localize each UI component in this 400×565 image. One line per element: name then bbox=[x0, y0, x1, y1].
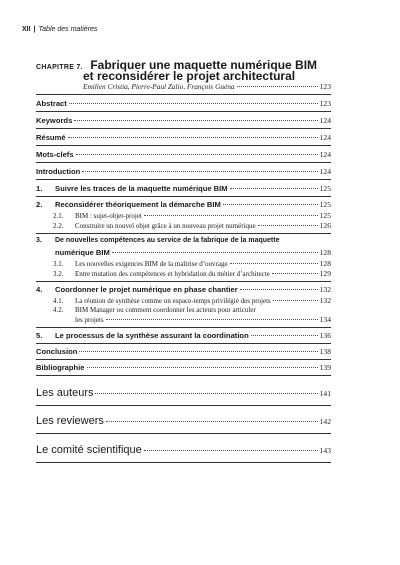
toc-entry-comite-scientifique[interactable] bbox=[36, 444, 331, 456]
entry-label: Conclusion bbox=[36, 347, 78, 356]
entry-label: Construire un nouvel objet grâce à un nouveau projet numérique bbox=[75, 222, 256, 230]
divider bbox=[36, 405, 331, 406]
leader-dots bbox=[79, 351, 317, 352]
section-number: 4.2. bbox=[53, 306, 64, 314]
toc-entry-2-1[interactable] bbox=[53, 211, 331, 220]
entry-label: Coordonner le projet numérique en phase chantier bbox=[55, 285, 238, 294]
toc-entry-4-2[interactable] bbox=[75, 315, 331, 324]
entry-page: 129 bbox=[319, 269, 331, 278]
toc-entry-resume[interactable] bbox=[36, 133, 331, 142]
entry-label: Mots-clefs bbox=[36, 150, 74, 159]
entry-page: 134 bbox=[319, 315, 331, 324]
leader-dots bbox=[230, 263, 318, 264]
divider bbox=[36, 111, 331, 112]
entry-page: 124 bbox=[319, 167, 331, 176]
entry-page: 132 bbox=[319, 285, 331, 294]
leader-dots bbox=[106, 421, 318, 422]
chapter-authors: Emilien Cristia, Pierre-Paul Zalio, François Guéna bbox=[83, 82, 235, 91]
entry-label: BIM Manager ou comment coordonner les acteurs pour articuler bbox=[75, 306, 256, 314]
divider bbox=[36, 281, 331, 282]
section-number: 4.1. bbox=[53, 297, 64, 305]
toc-entry-keywords[interactable] bbox=[36, 116, 331, 125]
entry-label: Les nouvelles exigences BIM de la maîtrise d’ouvrage bbox=[75, 260, 228, 268]
section-number: 4. bbox=[36, 285, 43, 294]
section-number: 1. bbox=[36, 184, 43, 193]
toc-entry-abstract[interactable] bbox=[36, 99, 331, 108]
leader-dots bbox=[144, 215, 318, 216]
entry-label: Keywords bbox=[36, 116, 73, 125]
toc-entry-4-1[interactable] bbox=[53, 296, 331, 305]
leader-dots bbox=[82, 171, 317, 172]
entry-page: 125 bbox=[319, 211, 331, 220]
divider bbox=[36, 433, 331, 434]
leader-dots bbox=[68, 137, 318, 138]
toc-entry-introduction[interactable] bbox=[36, 167, 331, 176]
leader-dots bbox=[223, 204, 318, 205]
entry-page: 125 bbox=[319, 184, 331, 193]
toc-entry-section-3-line1[interactable] bbox=[36, 237, 279, 244]
entry-page: 143 bbox=[319, 446, 331, 455]
toc-entry-section-3[interactable] bbox=[55, 248, 331, 257]
divider bbox=[36, 145, 331, 146]
chapter-page: 123 bbox=[319, 82, 331, 91]
entry-label: Les auteurs bbox=[36, 387, 94, 399]
divider bbox=[36, 196, 331, 197]
entry-page: 132 bbox=[319, 296, 331, 305]
leader-dots bbox=[272, 273, 318, 274]
entry-label: Suivre les traces de la maquette numérique BIM bbox=[55, 184, 228, 193]
entry-label: Les reviewers bbox=[36, 415, 104, 427]
running-title: Table des matières bbox=[38, 26, 98, 33]
leader-dots bbox=[230, 188, 318, 189]
leader-dots bbox=[76, 154, 318, 155]
toc-entry-les-reviewers[interactable] bbox=[36, 415, 331, 427]
entry-page: 123 bbox=[319, 99, 331, 108]
header-separator: | bbox=[33, 26, 36, 33]
entry-label: Le processus de la synthèse assurant la coordination bbox=[55, 331, 249, 340]
section-number: 2.1. bbox=[53, 212, 64, 220]
entry-page: 124 bbox=[319, 116, 331, 125]
leader-dots bbox=[69, 103, 318, 104]
entry-label: La réunion de synthèse comme un espace-temps privilégié des projets bbox=[75, 297, 271, 305]
section-number: 3. bbox=[36, 237, 42, 244]
leader-dots bbox=[240, 289, 318, 290]
chapter-authors-row[interactable] bbox=[83, 82, 331, 91]
entry-label: les projets bbox=[75, 316, 104, 324]
entry-label: Abstract bbox=[36, 99, 67, 108]
divider bbox=[36, 375, 331, 376]
entry-label: Reconsidérer théoriquement la démarche BIM bbox=[55, 200, 221, 209]
entry-label: numérique BIM bbox=[55, 248, 110, 257]
leader-dots bbox=[251, 335, 318, 336]
leader-dots bbox=[87, 367, 318, 368]
divider bbox=[36, 462, 331, 463]
toc-entry-les-auteurs[interactable] bbox=[36, 387, 331, 399]
entry-label: Bibliographie bbox=[36, 363, 85, 372]
running-header bbox=[22, 26, 97, 33]
entry-label: Introduction bbox=[36, 167, 81, 176]
toc-entry-section-1[interactable] bbox=[36, 184, 331, 193]
entry-label: Résumé bbox=[36, 133, 66, 142]
section-number: 5. bbox=[36, 331, 43, 340]
entry-page: 142 bbox=[319, 417, 331, 426]
divider bbox=[36, 162, 331, 163]
divider bbox=[36, 359, 331, 360]
entry-page: 128 bbox=[319, 259, 331, 268]
toc-entry-2-2[interactable] bbox=[53, 221, 331, 230]
leader-dots bbox=[258, 225, 318, 226]
toc-entry-section-4[interactable] bbox=[36, 285, 331, 294]
leader-dots bbox=[106, 319, 318, 320]
entry-page: 124 bbox=[319, 150, 331, 159]
leader-dots bbox=[112, 252, 318, 253]
divider bbox=[36, 233, 331, 234]
leader-dots bbox=[237, 86, 318, 87]
entry-page: 139 bbox=[319, 363, 331, 372]
chapter-title-line1: Fabriquer une maquette numérique BIM bbox=[90, 58, 318, 72]
entry-label: BIM : sujet-objet-projet bbox=[75, 212, 142, 220]
divider bbox=[36, 179, 331, 180]
entry-label: Le comité scientifique bbox=[36, 444, 142, 456]
toc-entry-conclusion[interactable] bbox=[36, 347, 331, 356]
section-number: 2. bbox=[36, 200, 43, 209]
entry-label: De nouvelles compétences au service de la fabrique de la maquette bbox=[55, 237, 280, 244]
entry-page: 138 bbox=[319, 347, 331, 356]
section-number: 3.2. bbox=[53, 270, 64, 278]
section-number: 3.1. bbox=[53, 260, 64, 268]
section-number: 2.2. bbox=[53, 222, 64, 230]
entry-page: 136 bbox=[319, 331, 331, 340]
toc-entry-mots-clefs[interactable] bbox=[36, 150, 331, 159]
entry-page: 124 bbox=[319, 133, 331, 142]
page-number: XII bbox=[22, 26, 31, 33]
entry-page: 125 bbox=[319, 200, 331, 209]
toc-entry-3-1[interactable] bbox=[53, 259, 331, 268]
leader-dots bbox=[273, 300, 318, 301]
leader-dots bbox=[74, 120, 317, 121]
chapter-tag: CHAPITRE 7. bbox=[36, 64, 83, 71]
toc-entry-3-2[interactable] bbox=[53, 269, 331, 278]
toc-entry-section-5[interactable] bbox=[36, 331, 331, 340]
divider bbox=[36, 94, 331, 95]
toc-entry-bibliographie[interactable] bbox=[36, 363, 331, 372]
entry-label: Entre mutation des compétences et hybridation du métier d’architecte bbox=[75, 270, 270, 278]
divider bbox=[36, 128, 331, 129]
toc-entry-4-2-line1[interactable] bbox=[53, 306, 256, 314]
chapter-title-line2: et reconsidérer le projet architectural bbox=[83, 69, 296, 83]
leader-dots bbox=[95, 393, 317, 394]
toc-entry-section-2[interactable] bbox=[36, 200, 331, 209]
entry-page: 126 bbox=[319, 221, 331, 230]
divider bbox=[36, 327, 331, 328]
entry-page: 128 bbox=[319, 248, 331, 257]
divider bbox=[36, 343, 331, 344]
leader-dots bbox=[144, 450, 318, 451]
entry-page: 141 bbox=[319, 389, 331, 398]
